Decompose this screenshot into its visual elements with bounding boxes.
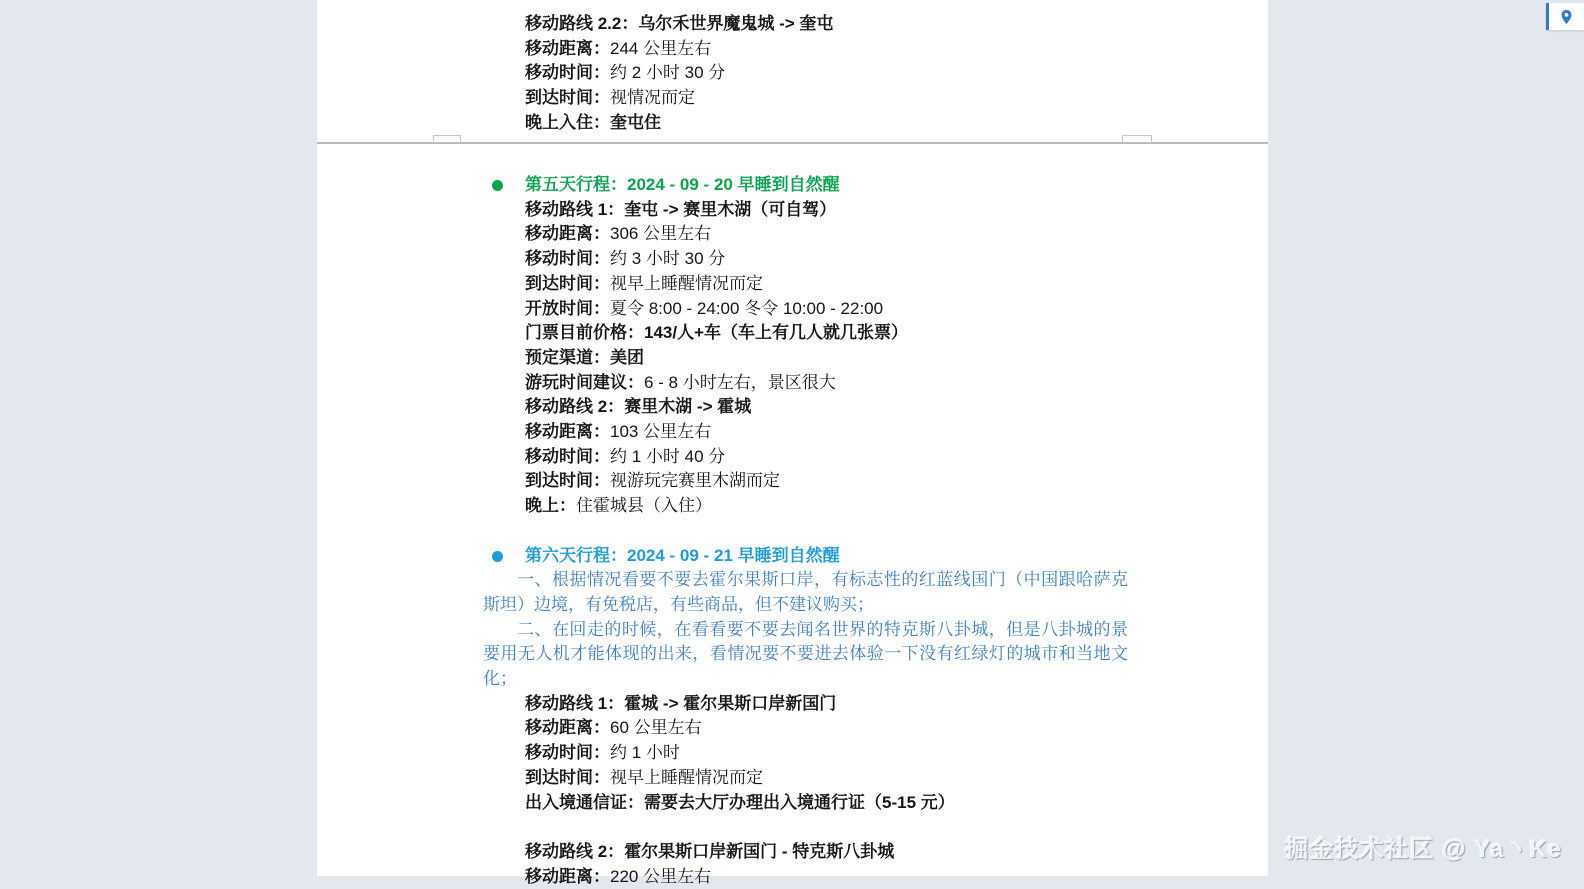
itinerary-line (483, 840, 1128, 865)
itinerary-line (483, 791, 1128, 816)
document-page-1 (317, 0, 1268, 142)
field-value: 220 公里左右 (610, 866, 712, 886)
field-value: 住霍城县（入住） (576, 496, 712, 516)
bullet-icon (492, 180, 503, 191)
itinerary-line (483, 494, 1128, 519)
field-label: 移动距离： (525, 718, 610, 738)
itinerary-line (483, 61, 1128, 86)
field-value: 乌尔禾世界魔鬼城 -> 奎屯 (638, 14, 834, 33)
field-label: 移动路线 2： (525, 841, 625, 861)
field-label: 移动距离： (525, 422, 610, 442)
field-label: 移动距离： (525, 866, 610, 886)
field-value: 306 公里左右 (610, 224, 712, 244)
field-value: 143/人+车（车上有几人就几张票） (644, 323, 909, 343)
field-label: 到达时间： (525, 767, 610, 787)
field-label: 到达时间： (525, 471, 610, 491)
itinerary-line (483, 741, 1128, 766)
field-value: 视早上睡醒情况而定 (610, 273, 763, 293)
page-1-text-column (483, 12, 1128, 136)
page-margin-mark-top-right (1122, 135, 1152, 143)
day-heading (483, 173, 1128, 198)
field-label: 到达时间： (525, 88, 610, 108)
itinerary-line (483, 395, 1128, 420)
field-value: 霍尔果斯口岸新国门 - 特克斯八卦城 (624, 841, 895, 861)
blank-line (483, 815, 1128, 840)
field-label: 到达时间： (525, 273, 610, 293)
field-label: 预定渠道： (525, 347, 610, 367)
itinerary-line (483, 111, 1128, 136)
itinerary-line (483, 297, 1128, 322)
field-value: 约 2 小时 30 分 (610, 63, 726, 83)
itinerary-line (483, 445, 1128, 470)
itinerary-line (483, 865, 1128, 889)
itinerary-line (483, 371, 1128, 396)
day-heading (483, 544, 1128, 569)
field-label: 移动时间： (525, 743, 610, 763)
blank-line (483, 519, 1128, 544)
location-pin-icon (1558, 7, 1575, 27)
field-label: 移动路线 2.2： (525, 14, 639, 33)
field-label: 移动距离： (525, 224, 610, 244)
itinerary-line (483, 766, 1128, 791)
bullet-icon (492, 551, 503, 562)
field-value: 夏令 8:00 - 24:00 冬令 10:00 - 22:00 (610, 298, 884, 318)
itinerary-line (483, 346, 1128, 371)
field-value: 约 1 小时 (610, 743, 680, 763)
field-value: 霍城 -> 霍尔果斯口岸新国门 (624, 693, 837, 713)
field-value: 赛里木湖 -> 霍城 (624, 397, 752, 417)
itinerary-line (483, 716, 1128, 741)
note-paragraph: 二、在回走的时候，在看看要不要去闻名世界的特克斯八卦城，但是八卦城的景要用无人机才能体现的出来，看情况要不要进去体验一下没有红绿灯的城市和当地文化； (483, 619, 1128, 689)
day-heading-text: 第五天行程：2024 - 09 - 20 早睡到自然醒 (525, 175, 840, 194)
itinerary-line (483, 692, 1128, 717)
watermark-text: 掘金技术社区 @ Ya丶Ke (1284, 836, 1562, 863)
field-value: 244 公里左右 (610, 38, 712, 58)
itinerary-line (483, 222, 1128, 247)
page-2-text-column (483, 173, 1128, 889)
itinerary-line (483, 272, 1128, 297)
field-value: 奎屯 -> 赛里木湖（可自驾） (624, 199, 837, 219)
itinerary-line (483, 12, 1128, 37)
note-paragraph: 一、根据情况看要不要去霍尔果斯口岸，有标志性的红蓝线国门（中国跟哈萨克斯坦）边境，有免税店，有些商品，但不建议购买； (483, 570, 1128, 614)
field-value: 需要去大厅办理出入境通行证（5-15 元） (644, 792, 955, 812)
location-pin-button[interactable] (1546, 3, 1584, 30)
field-value: 视情况而定 (610, 88, 695, 108)
field-value: 103 公里左右 (610, 422, 712, 442)
document-page-2 (317, 144, 1268, 886)
page-margin-mark-top-left (433, 135, 461, 143)
itinerary-line (483, 321, 1128, 346)
field-label: 晚上入住： (525, 112, 610, 132)
itinerary-line (483, 469, 1128, 494)
field-label: 移动时间： (525, 249, 610, 269)
itinerary-line (483, 37, 1128, 62)
field-label: 移动路线 2： (525, 397, 625, 417)
field-value: 视游玩完赛里木湖而定 (610, 471, 780, 491)
field-label: 移动路线 1： (525, 199, 625, 219)
day-heading-text: 第六天行程：2024 - 09 - 21 早睡到自然醒 (525, 545, 840, 565)
itinerary-line (483, 86, 1128, 111)
itinerary-line (483, 420, 1128, 445)
field-label: 移动路线 1： (525, 693, 625, 713)
itinerary-line (483, 247, 1128, 272)
field-label: 出入境通信证： (525, 792, 644, 812)
field-value: 约 3 小时 30 分 (610, 249, 726, 269)
field-label: 移动时间： (525, 63, 610, 83)
field-label: 开放时间： (525, 298, 610, 318)
itinerary-line (483, 198, 1128, 223)
field-value: 约 1 小时 40 分 (610, 446, 726, 466)
field-label: 移动距离： (525, 38, 610, 58)
field-label: 晚上： (525, 496, 576, 516)
field-value: 奎屯住 (610, 112, 661, 132)
field-value: 60 公里左右 (610, 718, 702, 738)
field-label: 游玩时间建议： (525, 372, 644, 392)
field-value: 视早上睡醒情况而定 (610, 767, 763, 787)
field-value: 美团 (610, 347, 644, 367)
field-label: 门票目前价格： (525, 323, 644, 343)
field-label: 移动时间： (525, 446, 610, 466)
field-value: 6 - 8 小时左右，景区很大 (644, 372, 836, 392)
